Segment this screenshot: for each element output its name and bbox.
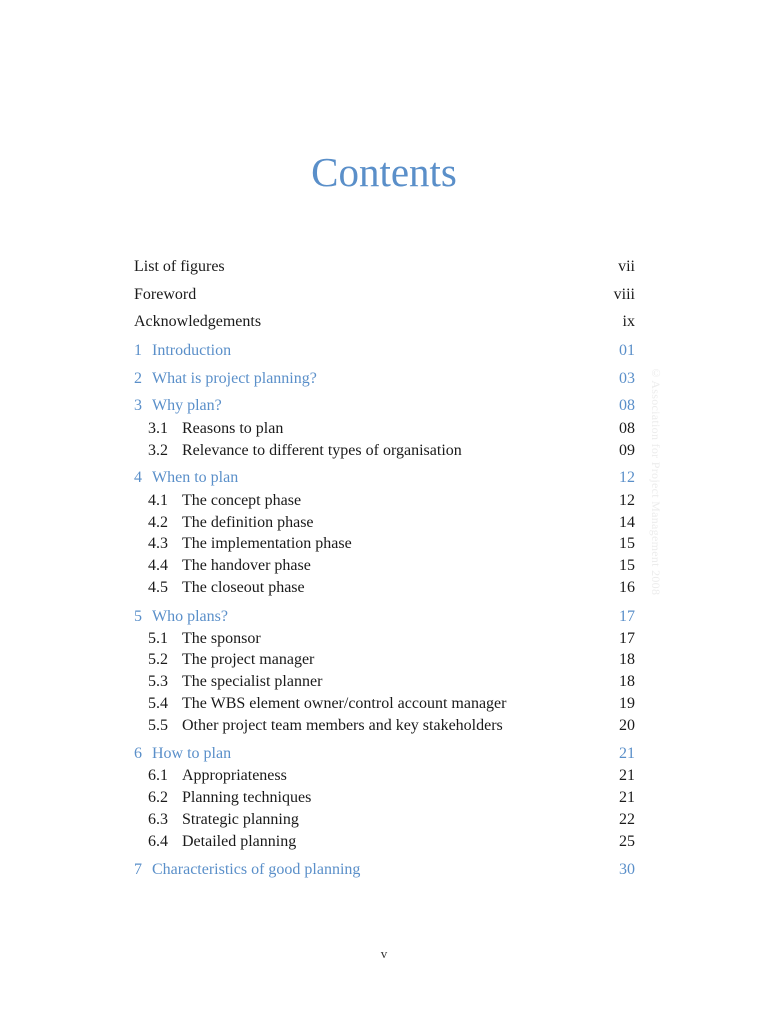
toc-entry-section[interactable] xyxy=(134,671,635,693)
toc-entry-text: Appropriateness xyxy=(182,767,287,784)
toc-entry-page: 08 xyxy=(619,397,635,414)
toc-entry-number: 5.5 xyxy=(148,717,168,734)
copyright-watermark: ©Association for Project Management 2008 xyxy=(649,366,663,596)
toc-entry-page: viii xyxy=(613,286,635,303)
toc-entry-page: 25 xyxy=(619,833,635,850)
toc-entry-text: List of figures xyxy=(134,258,225,275)
toc-entry-page: 30 xyxy=(619,861,635,878)
toc-entry-number: 3 xyxy=(134,397,142,414)
toc-entry-section[interactable] xyxy=(134,418,635,440)
toc-entry-text: Other project team members and key stakeholders xyxy=(182,717,503,734)
toc-entry-number: 6.2 xyxy=(148,789,168,806)
toc-entry-section[interactable] xyxy=(134,512,635,534)
toc-entry-number: 6 xyxy=(134,745,142,762)
toc-entry-number: 7 xyxy=(134,861,142,878)
toc-entry-label xyxy=(134,395,222,417)
toc-entry-text: The sponsor xyxy=(182,630,261,647)
toc-entry-number: 2 xyxy=(134,370,142,387)
toc-entry-page: 15 xyxy=(619,535,635,552)
toc-entry-page: 18 xyxy=(619,673,635,690)
toc-entry-page: 16 xyxy=(619,579,635,596)
toc-entry-page: 17 xyxy=(619,608,635,625)
toc-entry-page: 12 xyxy=(619,492,635,509)
toc-entry-plain[interactable] xyxy=(134,311,635,333)
toc-entry-text: The specialist planner xyxy=(182,673,323,690)
toc-entry-page: 09 xyxy=(619,442,635,459)
toc-entry-number: 4.3 xyxy=(148,535,168,552)
toc-entry-number: 3.1 xyxy=(148,420,168,437)
toc-entry-label xyxy=(134,787,311,809)
toc-entry-text: Relevance to different types of organisation xyxy=(182,442,462,459)
toc-entry-number: 6.1 xyxy=(148,767,168,784)
toc-entry-label xyxy=(134,555,311,577)
toc-entry-section[interactable] xyxy=(134,693,635,715)
toc-entry-label xyxy=(134,340,231,362)
toc-entry-text: Characteristics of good planning xyxy=(152,861,361,878)
toc-entry-page: vii xyxy=(618,258,635,275)
toc-entry-label xyxy=(134,693,506,715)
toc-entry-page: 22 xyxy=(619,811,635,828)
toc-entry-section[interactable] xyxy=(134,787,635,809)
toc-entry-text: When to plan xyxy=(152,469,239,486)
toc-entry-label xyxy=(134,671,322,693)
toc-entry-text: What is project planning? xyxy=(152,370,317,387)
toc-entry-label xyxy=(134,715,503,737)
toc-entry-chapter[interactable] xyxy=(134,606,635,628)
toc-entry-section[interactable] xyxy=(134,715,635,737)
toc-entry-label xyxy=(134,284,196,306)
toc-entry-text: Detailed planning xyxy=(182,833,297,850)
toc-entry-label xyxy=(134,368,317,390)
toc-entry-chapter[interactable] xyxy=(134,859,635,881)
toc-entry-page: 03 xyxy=(619,370,635,387)
toc-entry-section[interactable] xyxy=(134,577,635,599)
toc-entry-number: 4.2 xyxy=(148,514,168,531)
toc-entry-label xyxy=(134,256,225,278)
toc-entry-text: Introduction xyxy=(152,342,232,359)
toc-entry-section[interactable] xyxy=(134,533,635,555)
toc-entry-label xyxy=(134,649,314,671)
toc-entry-text: The handover phase xyxy=(182,557,311,574)
toc-entry-page: 21 xyxy=(619,745,635,762)
toc-entry-page: 08 xyxy=(619,420,635,437)
toc-entry-number: 6.3 xyxy=(148,811,168,828)
toc-entry-number: 4.5 xyxy=(148,579,168,596)
toc-entry-page: 14 xyxy=(619,514,635,531)
toc-entry-text: Foreword xyxy=(134,286,197,303)
toc-entry-number: 1 xyxy=(134,342,142,359)
toc-entry-label xyxy=(134,859,360,881)
toc-entry-text: Planning techniques xyxy=(182,789,312,806)
toc-entry-text: Who plans? xyxy=(152,608,228,625)
toc-entry-section[interactable] xyxy=(134,765,635,787)
toc-entry-number: 4 xyxy=(134,469,142,486)
toc-entry-number: 5 xyxy=(134,608,142,625)
toc-entry-number: 5.1 xyxy=(148,630,168,647)
toc-entry-text: The implementation phase xyxy=(182,535,352,552)
toc-entry-section[interactable] xyxy=(134,831,635,853)
toc-entry-page: 12 xyxy=(619,469,635,486)
toc-entry-label xyxy=(134,831,296,853)
toc-entry-text: Why plan? xyxy=(152,397,222,414)
toc-entry-plain[interactable] xyxy=(134,284,635,306)
toc-entry-chapter[interactable] xyxy=(134,368,635,390)
toc-entry-section[interactable] xyxy=(134,440,635,462)
page-title: Contents xyxy=(311,149,457,195)
toc-entry-section[interactable] xyxy=(134,809,635,831)
toc-entry-label xyxy=(134,628,261,650)
toc-entry-label xyxy=(134,606,228,628)
toc-entry-plain[interactable] xyxy=(134,256,635,278)
toc-entry-chapter[interactable] xyxy=(134,395,635,417)
toc-entry-number: 5.4 xyxy=(148,695,168,712)
toc-entry-section[interactable] xyxy=(134,628,635,650)
toc-entry-label xyxy=(134,467,238,489)
toc-entry-label xyxy=(134,765,287,787)
toc-entry-text: The closeout phase xyxy=(182,579,305,596)
toc-entry-page: 20 xyxy=(619,717,635,734)
toc-entry-chapter[interactable] xyxy=(134,340,635,362)
toc-entry-page: 21 xyxy=(619,789,635,806)
toc-entry-page: 01 xyxy=(619,342,635,359)
toc-entry-text: Reasons to plan xyxy=(182,420,284,437)
toc-entry-page: 18 xyxy=(619,651,635,668)
toc-entry-section[interactable] xyxy=(134,649,635,671)
toc-entry-page: 15 xyxy=(619,557,635,574)
toc-entry-text: The project manager xyxy=(182,651,315,668)
toc-entry-label xyxy=(134,512,314,534)
toc-entry-label xyxy=(134,311,261,333)
toc-entry-page: 17 xyxy=(619,630,635,647)
toc-entry-section[interactable] xyxy=(134,490,635,512)
toc-entry-text: Strategic planning xyxy=(182,811,299,828)
toc-entry-page: ix xyxy=(622,313,635,330)
toc-entry-number: 3.2 xyxy=(148,442,168,459)
toc-entry-text: The definition phase xyxy=(182,514,314,531)
toc-entry-label xyxy=(134,533,352,555)
toc-entry-label xyxy=(134,490,301,512)
toc-entry-label xyxy=(134,577,305,599)
toc-entry-label xyxy=(134,809,299,831)
toc-entry-number: 4.4 xyxy=(148,557,168,574)
toc-entry-label xyxy=(134,418,283,440)
toc-entry-chapter[interactable] xyxy=(134,467,635,489)
toc-entry-section[interactable] xyxy=(134,555,635,577)
toc-entry-page: 19 xyxy=(619,695,635,712)
toc-entry-chapter[interactable] xyxy=(134,743,635,765)
toc-entry-number: 6.4 xyxy=(148,833,168,850)
toc-entry-label xyxy=(134,743,231,765)
toc-entry-label xyxy=(134,440,462,462)
toc-entry-text: The concept phase xyxy=(182,492,302,509)
toc-entry-number: 5.2 xyxy=(148,651,168,668)
toc-entry-number: 5.3 xyxy=(148,673,168,690)
page-number: v xyxy=(380,946,388,961)
toc-entry-text: How to plan xyxy=(152,745,232,762)
toc-entry-number: 4.1 xyxy=(148,492,168,509)
toc-entry-text: The WBS element owner/control account manager xyxy=(182,695,507,712)
toc-entry-text: Acknowledgements xyxy=(134,313,262,330)
toc-entry-page: 21 xyxy=(619,767,635,784)
